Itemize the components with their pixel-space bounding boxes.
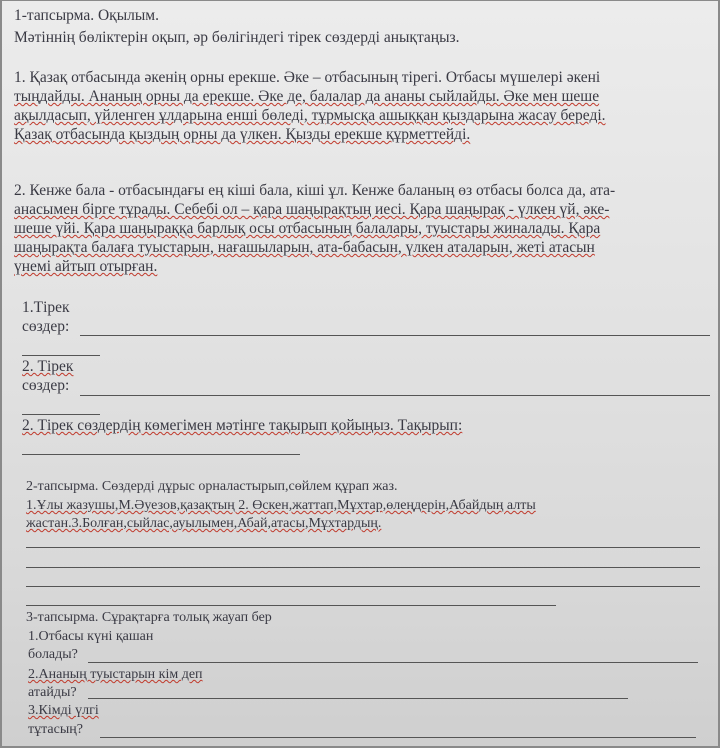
task3-question2: 2.Ананың туыстарын кім деп	[28, 667, 203, 682]
answer-line[interactable]	[80, 335, 710, 336]
answer-line[interactable]	[26, 547, 700, 548]
task3-heading: 3-тапсырма. Сұрақтарға толық жауап бер	[26, 610, 272, 625]
paragraph2-line: 2. Кенже бала - отбасындағы ең кіші бала, кіші ұл. Кенже баланың өз отбасы болса да, ата-	[14, 182, 616, 199]
paragraph2-line: анасымен бірге тұрады. Себебі ол – қара шаңырақтың иесі. Қара шаңырақ - үлкен үй, әке-	[14, 201, 610, 218]
answer-line[interactable]	[26, 567, 700, 568]
paragraph1-line: 1. Қазақ отбасында әкенің орны ерекше. Әке – отбасының тірегі. Отбасы мүшелері әкені	[14, 69, 601, 86]
task3-question2-cont: атайды?	[28, 685, 77, 700]
paragraph1-line: тыңдайды. Ананың орны да ерекше. Әке де, балалар да ананы сыйлайды. Әке мен шеше	[14, 88, 600, 105]
task1-instruction: Мәтіннің бөліктерін оқып, әр бөлігіндегі тірек сөздерді анықтаңыз.	[14, 29, 460, 46]
answer-line[interactable]	[22, 454, 300, 455]
question1-label: 1.Тірек	[22, 299, 70, 316]
paragraph1-line: ақылдасып, үйленген ұлдарына енші бөледі, тұрмысқа ашыққан қыздарына жасау береді.	[14, 107, 606, 124]
answer-line[interactable]	[100, 737, 696, 738]
paragraph2-line: үнемі айтып отырған.	[14, 258, 158, 275]
task3-question3-cont: тұтасың?	[28, 722, 83, 737]
question1-label-cont: сөздер:	[22, 318, 70, 335]
answer-line[interactable]	[22, 355, 100, 356]
paragraph2-line: шеше үйі. Қара шаңыраққа барлық осы отбасының балалары, туыстары жиналады. Қара	[14, 220, 601, 237]
answer-line[interactable]	[26, 605, 556, 606]
paragraph1-line: Қазақ отбасында қыздың орны да үлкен. Қызды ерекше құрметтейді.	[14, 126, 471, 143]
answer-line[interactable]	[22, 414, 100, 415]
question3-label: 2. Тірек сөздердің көмегімен мәтінге тақырып қойыңыз. Тақырып:	[22, 417, 463, 434]
question2-label-cont: сөздер:	[22, 377, 70, 394]
task3-question1: 1.Отбасы күні қашан	[28, 629, 154, 644]
task2-heading: 2-тапсырма. Сөздерді дұрыс орналастырып,сөйлем құрап жаз.	[26, 479, 398, 494]
answer-line[interactable]	[26, 586, 700, 587]
paragraph2-line: шаңырақта балаға туыстарын, нағашыларын, ата-бабасын, үлкен аталарын, жеті атасын	[14, 239, 595, 256]
answer-line[interactable]	[88, 662, 698, 663]
task1-heading: 1-тапсырма. Оқылым.	[14, 7, 159, 24]
task2-words-line: 1.Ұлы жазушы,М.Әуезов,қазақтың 2. Өскен,жаттап,Мұхтар,өлеңдерін,Абайдың алты	[26, 498, 536, 513]
answer-line[interactable]	[88, 698, 628, 699]
answer-line[interactable]	[80, 395, 710, 396]
task3-question3: 3.Кімді үлгі	[28, 703, 99, 718]
worksheet-page	[2, 1, 718, 746]
task2-words-line: жастан.3.Болған,сыйлас,ауылымен,Абай,атасы,Мұхтардың.	[26, 516, 382, 531]
question2-label: 2. Тірек	[22, 358, 74, 375]
task3-question1-cont: болады?	[28, 647, 78, 662]
